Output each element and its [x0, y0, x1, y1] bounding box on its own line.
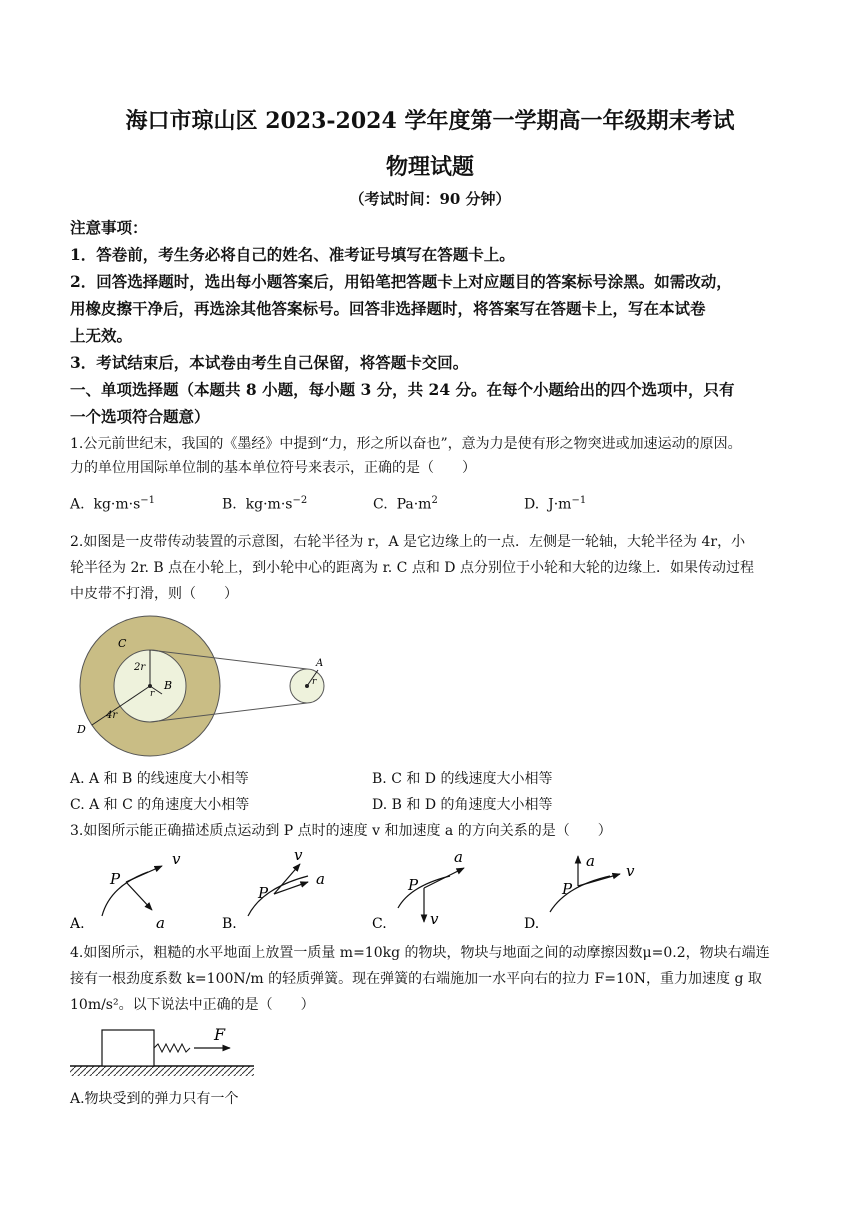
force-label: F — [214, 1025, 226, 1044]
spring — [154, 1044, 190, 1052]
label-2r: 2r — [134, 662, 146, 673]
q2-line-2: 轮半径为 2r. B 点在小轮上，到小轮中心的距离为 r. C 点和 D 点分别位于小轮和大轮的边缘上．如果传动过程 — [70, 560, 754, 576]
ground — [70, 1066, 254, 1076]
notice-item-2: 2．回答选择题时，选出每小题答案后，用铅笔把答题卡上对应题目的答案标号涂黑。如需改动， — [70, 272, 732, 291]
subject-title: 物理试题 — [385, 154, 474, 180]
belt-drive-figure — [70, 610, 350, 770]
q1-option-d: D. $J\cdot m^{-1}$ — [524, 495, 587, 513]
label-4r: 4r — [106, 710, 118, 721]
svg-text:a: a — [156, 914, 165, 932]
svg-text:C.: C. — [372, 916, 387, 932]
q4-line-2: 接有一根劲度系数 k=100N/m 的轻质弹簧。现在弹簧的右端施加一水平向右的拉力 F=10N，重力加速度 g 取 — [70, 971, 762, 987]
svg-text:v: v — [430, 910, 439, 928]
svg-text:v: v — [294, 846, 303, 864]
svg-text:a: a — [454, 848, 463, 866]
svg-text:P: P — [110, 870, 121, 888]
q2-option-d: D. B 和 D 的角速度大小相等 — [372, 797, 553, 813]
exam-title: 海口市琼山区 2023-2024 学年度第一学期高一年级期末考试 — [125, 108, 735, 134]
q3-figure-a — [70, 850, 181, 932]
svg-text:D.: D. — [524, 916, 540, 932]
svg-text:B.: B. — [222, 916, 237, 932]
label-r: r — [150, 689, 155, 699]
q2-line-3: 中皮带不打滑，则（ ） — [70, 586, 238, 602]
q2-option-c: C. A 和 C 的角速度大小相等 — [70, 797, 250, 813]
block — [102, 1030, 154, 1066]
svg-text:v: v — [626, 862, 635, 880]
section-heading: 一、单项选择题（本题共 8 小题，每小题 3 分，共 24 分。在每个小题给出的四个选项中，只有 — [70, 380, 735, 399]
spring-block-figure — [68, 1020, 258, 1082]
notice-item-2-end: 上无效。 — [70, 326, 133, 345]
svg-text:v: v — [172, 850, 181, 868]
q1-line-2: 力的单位用国际单位制的基本单位符号来表示，正确的是（ ） — [70, 460, 476, 476]
q4-line-3: 10m/s²。以下说法中正确的是（ ） — [70, 997, 315, 1013]
time-note: （考试时间：90 分钟） — [349, 190, 511, 208]
label-ra: r — [312, 677, 317, 687]
label-c: C — [118, 637, 127, 650]
svg-text:a: a — [316, 870, 325, 888]
right-center-dot — [305, 684, 309, 688]
q2-line-1: 2.如图是一皮带传动装置的示意图，右轮半径为 r，A 是它边缘上的一点．左侧是一轮轴，大轮半径为 4r，小 — [70, 534, 746, 550]
q1-option-a: A. $kg\cdot m\cdot s^{-1}$ — [70, 495, 156, 513]
label-b: B — [164, 679, 173, 692]
q4-line-1: 4.如图所示，粗糙的水平地面上放置一质量 m=10kg 的物块，物块与地面之间的动摩擦因数μ=0.2，物块右端连 — [70, 945, 770, 961]
section-heading-cont: 一个选项符合题意） — [70, 407, 210, 426]
svg-text:P: P — [408, 876, 419, 894]
q3-figure-c — [372, 848, 464, 932]
svg-text:P: P — [562, 880, 573, 898]
center-dot — [148, 684, 152, 688]
q2-option-a: A. A 和 B 的线速度大小相等 — [70, 771, 249, 787]
label-a: A — [316, 658, 324, 669]
notice-item-2-cont: 用橡皮擦干净后，再选涂其他答案标号。回答非选择题时，将答案写在答题卡上，写在本试卷 — [70, 299, 706, 318]
q3-figures — [70, 846, 670, 934]
svg-text:a: a — [586, 852, 595, 870]
notice-heading: 注意事项： — [70, 218, 148, 237]
q2-option-b: B. C 和 D 的线速度大小相等 — [372, 771, 553, 787]
q1-option-b: B. $kg\cdot m\cdot s^{-2}$ — [222, 495, 308, 513]
notice-item-3: 3．考试结束后，本试卷由考生自己保留，将答题卡交回。 — [70, 353, 469, 372]
q1-line-1: 1.公元前世纪末，我国的《墨经》中提到“力，形之所以奋也”，意为力是使有形之物突进或加速运动的原因。 — [70, 436, 742, 452]
notice-item-1: 1．答卷前，考生务必将自己的姓名、准考证号填写在答题卡上。 — [70, 245, 515, 264]
q4-option-a: A.物块受到的弹力只有一个 — [70, 1091, 239, 1107]
svg-text:P: P — [258, 884, 269, 902]
q3-figure-d — [524, 852, 635, 932]
label-d: D — [77, 723, 86, 736]
q1-option-c: C. $Pa\cdot m^2$ — [373, 495, 438, 513]
svg-text:A.: A. — [70, 916, 85, 932]
q3-line-1: 3.如图所示能正确描述质点运动到 P 点时的速度 v 和加速度 a 的方向关系的是（ ） — [70, 823, 612, 839]
q3-figure-b — [222, 846, 325, 932]
